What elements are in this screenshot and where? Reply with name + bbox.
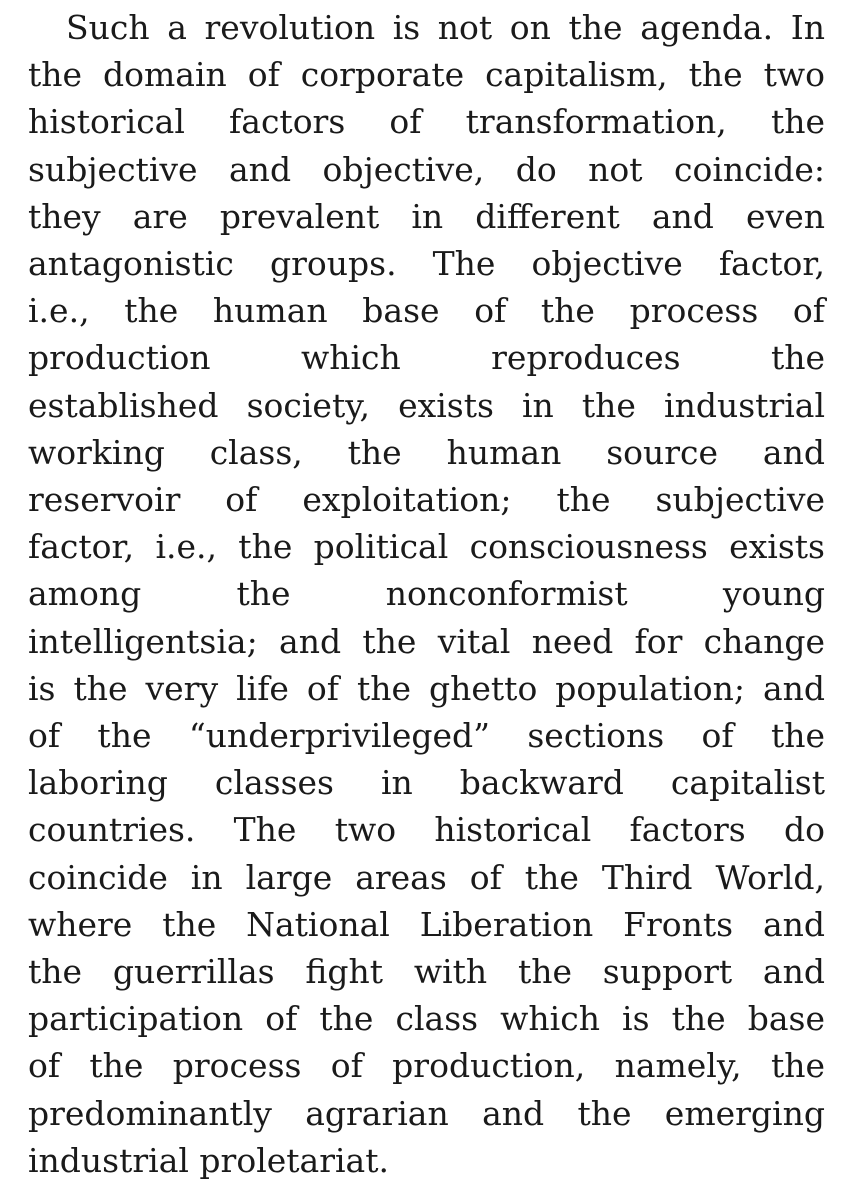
text-line: industrial proletariat. [28,1140,389,1180]
body-paragraph [28,4,825,1184]
text-line: the guerrillas fight with the support and [28,952,825,992]
text-line: of the process of production, namely, the [28,1046,825,1086]
text-line: predominantly agrarian and the emerging [28,1093,825,1133]
text-line: where the National Liberation Fronts and [28,904,825,944]
text-line: is the very life of the ghetto population; and [28,668,825,708]
text-line: coincide in large areas of the Third World, [28,857,825,897]
text-line: historical factors of transformation, the [28,102,825,142]
text-line: Such a revolution is not on the agenda. In [66,8,825,47]
text-line: established society, exists in the industrial [28,385,825,425]
text-line: participation of the class which is the base [28,999,825,1039]
text-line: of the “underprivileged” sections of the [28,716,825,756]
text-line: antagonistic groups. The objective factor, [28,244,825,284]
text-line: reservoir of exploitation; the subjective [28,480,825,520]
text-line: they are prevalent in different and even [28,196,825,236]
text-line: the domain of corporate capitalism, the two [28,55,825,95]
text-line: working class, the human source and [28,432,825,472]
text-line: production which reproduces the [28,338,825,378]
text-line: laboring classes in backward capitalist [28,763,825,803]
text-line: i.e., the human base of the process of [28,291,825,331]
text-line: factor, i.e., the political consciousness exists [28,527,825,567]
text-line: intelligentsia; and the vital need for change [28,621,825,661]
text-line: countries. The two historical factors do [28,810,825,850]
text-line: subjective and objective, do not coincide: [28,149,825,189]
text-line: among the nonconformist young [28,574,825,614]
